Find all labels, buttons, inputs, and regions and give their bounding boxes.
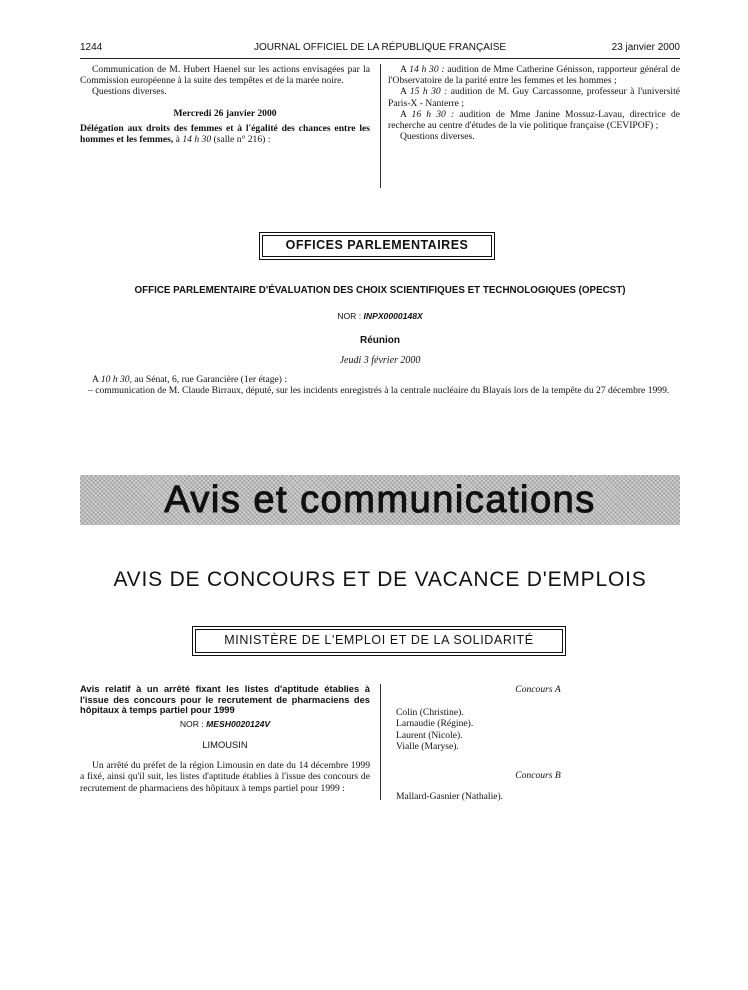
audition-2-text: audition de M. Guy Carcassonne, professeur à l'université Paris-X - Nanterre ; <box>388 86 681 109</box>
concours-b-title: Concours B <box>515 770 561 782</box>
list-item: Mallard-Gasnier (Nathalie). <box>396 791 504 803</box>
avis-body: Un arrêté du préfet de la région Limousin en date du 14 décembre 1999 a fixé, ainsi qu'il suit, les listes d'aptitude établies à l'issue des concours de recrutement de pharmaciens des hôpitaux à temps partiel pour 1999 : <box>80 760 370 794</box>
avis-nor-label: NOR : <box>179 718 204 729</box>
journal-title: JOURNAL OFFICIEL DE LA RÉPUBLIQUE FRANÇAISE <box>253 42 507 53</box>
office-nor-label: NOR : <box>337 311 362 321</box>
avis-nor-code: MESH0020124V <box>206 718 271 729</box>
location-prefix: A <box>92 374 99 385</box>
column-divider <box>380 64 381 188</box>
avis-right-column <box>396 684 680 802</box>
audition-3-prefix: A <box>400 108 407 120</box>
avis-title: Avis relatif à un arrêté fixant les listes d'aptitude établies à l'issue des concours pour le recrutement de pharmaciens des hôpitaux à temps partiel pour 1999 <box>80 683 370 716</box>
running-head <box>80 42 680 56</box>
audition-1-time: 14 h 30 : <box>409 64 445 75</box>
audition-1 <box>388 64 680 86</box>
issue-date: 23 janvier 2000 <box>611 42 680 53</box>
reunion-heading: Réunion <box>360 335 400 346</box>
questions-diverses-right: Questions diverses. <box>400 131 475 143</box>
concours-b-list <box>396 791 680 802</box>
region-heading: LIMOUSIN <box>202 738 248 750</box>
audition-2-time: 15 h 30 : <box>409 86 448 98</box>
communication-paragraph: Communication de M. Hubert Haenel sur les actions envisagées par la Commission européenne à la suite des tempêtes et de la marée noire. <box>80 64 370 87</box>
avis-communications-banner <box>80 475 680 525</box>
list-item: Larnaudie (Régine). <box>396 718 474 730</box>
banner-title: Avis et communications <box>164 479 596 521</box>
list-item: Colin (Christine). <box>396 707 464 719</box>
delegation-paragraph <box>80 123 370 145</box>
delegation-room: (salle n° 216) : <box>213 134 271 146</box>
reunion-details <box>80 374 680 396</box>
ministry-box-inner-border <box>195 629 563 653</box>
list-item: Laurent (Nicole). <box>396 729 463 741</box>
offices-box <box>259 232 495 260</box>
audition-3-text: audition de Mme Janine Mossuz-Lavau, directrice de recherche au centre d'études de la vie politique française (CEVIPOF) ; <box>388 108 680 132</box>
audition-1-prefix: A <box>400 64 407 75</box>
audition-3-time: 16 h 30 : <box>411 108 455 120</box>
office-nor <box>80 311 680 321</box>
offices-box-inner-border <box>262 235 492 257</box>
page-number: 1244 <box>80 42 103 53</box>
top-right-column <box>388 64 680 142</box>
list-item: Vialle (Maryse). <box>396 740 459 752</box>
audition-2-prefix: A <box>400 86 407 98</box>
date-heading: Mercredi 26 janvier 2000 <box>173 107 277 119</box>
reunion-date: Jeudi 3 février 2000 <box>339 355 421 366</box>
section-title: AVIS DE CONCOURS ET DE VACANCE D'EMPLOIS <box>113 568 647 591</box>
avis-column-divider <box>380 684 381 800</box>
location-text: au Sénat, 6, rue Garancière (1er étage) : <box>134 374 288 385</box>
avis-left-column <box>80 684 370 794</box>
header-rule <box>80 58 680 59</box>
reunion-item: – communication de M. Claude Birraux, député, sur les incidents enregistrés à la centrale nucléaire du Blayais lors de la tempête du 27 décembre 1999. <box>88 385 670 397</box>
offices-box-title: OFFICES PARLEMENTAIRES <box>285 238 469 252</box>
ministry-name: MINISTÈRE DE L'EMPLOI ET DE LA SOLIDARITÉ <box>224 633 534 647</box>
location-time: 10 h 30, <box>100 374 132 385</box>
audition-3 <box>388 109 680 131</box>
avis-nor <box>80 719 370 730</box>
delegation-a: à <box>175 134 180 146</box>
concours-a-list <box>396 707 680 752</box>
questions-diverses: Questions diverses. <box>92 86 167 98</box>
reunion-location <box>80 374 680 385</box>
office-name: OFFICE PARLEMENTAIRE D'ÉVALUATION DES CHOIX SCIENTIFIQUES ET TECHNOLOGIQUES (OPECST) <box>134 285 626 296</box>
delegation-time: 14 h 30 <box>182 134 212 146</box>
audition-1-text: audition de Mme Catherine Génisson, rapporteur général de l'Observatoire de la parité entre les femmes et les hommes ; <box>388 64 680 87</box>
delegation-name: Délégation aux droits des femmes et à l'égalité des chances entre les hommes et les femmes, <box>80 122 370 146</box>
audition-2 <box>388 86 680 108</box>
concours-a-title: Concours A <box>515 684 561 695</box>
top-left-column <box>80 64 370 145</box>
ministry-box <box>192 626 566 656</box>
office-nor-code: INPX0000148X <box>363 311 423 321</box>
